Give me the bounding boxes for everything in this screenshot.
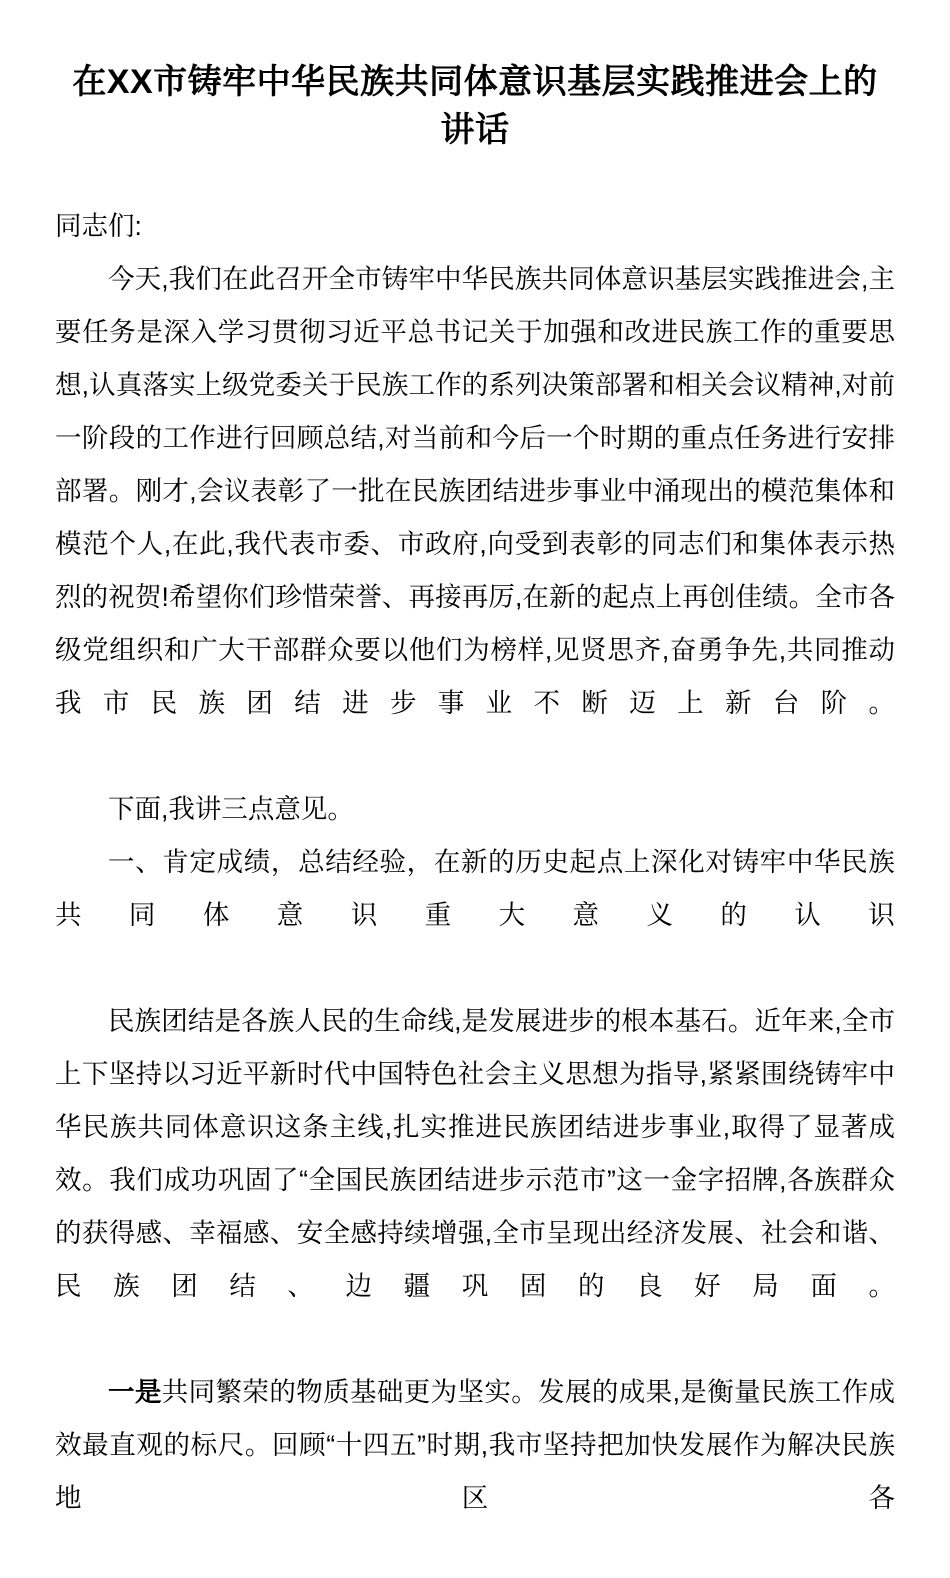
page-title bbox=[55, 0, 895, 154]
paragraph-opening: 今天,我们在此召开全市铸牢中华民族共同体意识基层实践推进会,主要任务是深入学习贯彻习近平总书记关于加强和改进民族工作的重要思想,认真落实上级党委关于民族工作的系列决策部署和相关会议精神,对前一阶段的工作进行回顾总结,对当前和今后一个时期的重点任务进行安排部署。刚才,会议表彰了一批在民族团结进步事业中涌现出的模范集体和模范个人,在此,我代表市委、市政府,向受到表彰的同志们和集体表示热烈的祝贺!希望你们珍惜荣誉、再接再厉,在新的起点上再创佳绩。全市各级党组织和广大干部群众要以他们为榜样,见贤思齐,奋勇争先,共同推动我市民族团结进步事业不断迈上新台阶。 bbox=[55, 264, 895, 718]
page-title-text: 在XX市铸牢中华民族共同体意识基层实践推进会上的讲话 bbox=[72, 63, 878, 149]
salutation-line: 同志们: bbox=[55, 211, 142, 241]
paragraph-three-points: 下面,我讲三点意见。 bbox=[108, 794, 354, 824]
paragraph-point-one bbox=[55, 1366, 895, 1578]
document-body bbox=[55, 200, 895, 1578]
point-one-text: 共同繁荣的物质基础更为坚实。发展的成果,是衡量民族工作成效最直观的标尺。回顾“十四五”时期,我市坚持把加快发展作为解决民族地区各 bbox=[55, 1377, 896, 1513]
section-heading-one: 一、肯定成绩，总结经验，在新的历史起点上深化对铸牢中华民族共同体意识重大意义的认识 bbox=[55, 847, 895, 930]
point-one-lead: 一是 bbox=[108, 1377, 162, 1407]
paragraph-achievements: 民族团结是各族人民的生命线,是发展进步的根本基石。近年来,全市上下坚持以习近平新时代中国特色社会主义思想为指导,紧紧围绕铸牢中华民族共同体意识这条主线,扎实推进民族团结进步事业,取得了显著成效。我们成功巩固了“全国民族团结进步示范市”这一金字招牌,各族群众的获得感、幸福感、安全感持续增强,全市呈现出经济发展、社会和谐、民族团结、边疆巩固的良好局面。 bbox=[55, 1006, 895, 1301]
